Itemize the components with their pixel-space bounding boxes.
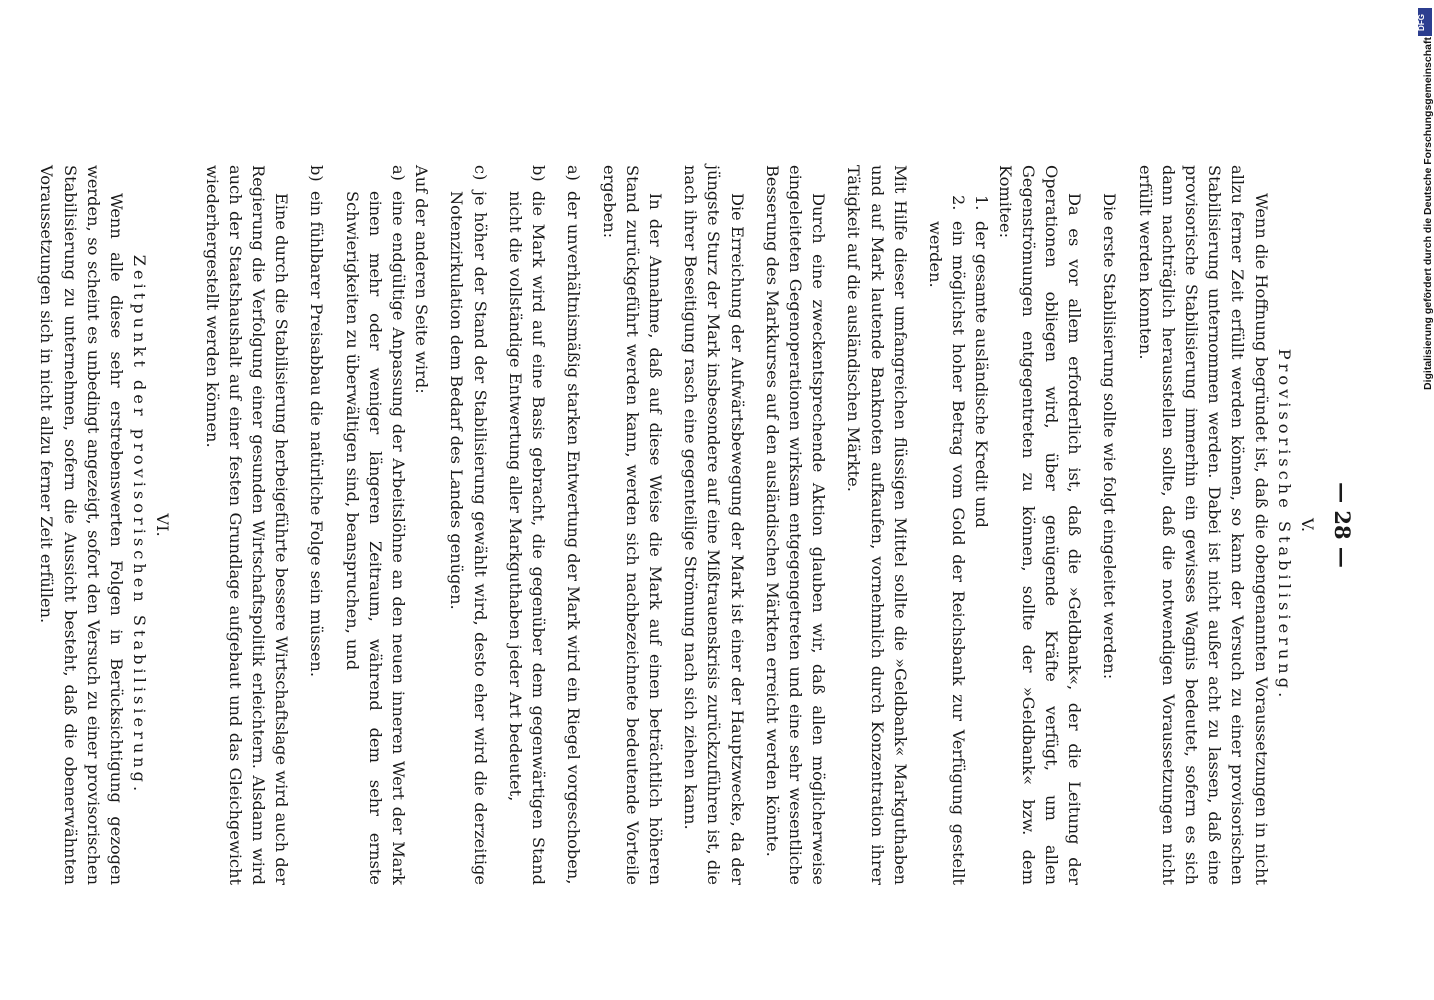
list-text: ein möglichst hoher Betrag vom Gold der Reichsbank zur Verfügung gestellt werden.: [925, 221, 969, 885]
page-number: — 28 —: [1330, 482, 1355, 568]
dfg-logo-text: DFG: [1416, 14, 1426, 31]
list-label: b): [529, 165, 549, 182]
dfg-logo: [1418, 8, 1432, 36]
list-item: [924, 165, 970, 885]
section-numeral-vi: VI.: [153, 513, 173, 537]
list-item: [504, 165, 550, 885]
paragraph: Wenn die Hoffnung begründet ist, daß die obengenannten Voraussetzungen in nicht allzu ferner Zeit erfüllt werden können, so kann der Versuch zu einer provisorischen Stabilisierung unternommen werden. Dabei ist nicht außer acht zu lassen, daß eine provisorische Stabilisierung immerhin ein gewisses Wagnis bedeutet, sofern es sich dann nachträglich herausstellen sollte, daß die notwendigen Voraussetzungen nicht erfüllt werden konnten.: [1135, 165, 1271, 885]
list-text: der unverhältnismäßig starken Entwertung der Mark wird ein Riegel vorgeschoben,: [564, 191, 584, 885]
list-label: b): [307, 165, 327, 182]
list-text: ein fühlbarer Preisabbau die natürliche Folge sein müssen.: [307, 191, 327, 677]
section-title-v: Provisorische Stabilisierung.: [1274, 348, 1294, 702]
paragraph: Die Erreichung der Aufwärtsbewegung der Mark ist einer der Hauptzwecke, da der jüngste Sturz der Mark insbesondere auf eine Mißtrauenskrisis zurückzuführen ist, die nach ihrer Beseitigung rasch eine gegenteilige Strömung nach sich ziehen kann.: [681, 165, 747, 885]
list-item: [562, 165, 585, 885]
list-text: die Mark wird auf eine Basis gebracht, die gegenüber dem gegenwärtigen Stand nicht die vollständige Entwertung aller Markguthaben jeder Art bedeutet,: [505, 191, 549, 885]
list-item: [970, 165, 993, 885]
paragraph: Durch eine zweckentsprechende Aktion glauben wir, daß allen möglicherweise eingeleiteten Gegenoperationen wirksam entgegengetreten und eine sehr wesentliche Besserung des Markkurses auf den ausländischen Märkten erreicht werden könnte.: [762, 165, 829, 885]
document-page: [37, 165, 1355, 885]
paragraph: Wenn alle diese sehr erstrebenswerten Folgen in Berücksichtigung gezogen werden, so scheint es unbedingt angezeigt, sofort den Versuch zu einer provisorischen Stabilisierung zu unternehmen, sofern die Aussicht besteht, daß die obenerwähnten Voraussetzungen sich in nicht allzu ferner Zeit erfüllen.: [37, 165, 127, 885]
paragraph: Mit Hilfe dieser umfangreichen flüssigen Mittel sollte die »Geldbank« Markguthaben und auf Mark lautende Banknoten aufkaufen, vornehmlich durch Konzentration ihrer Tätigkeit auf die ausländischen Märkte.: [844, 165, 910, 885]
list-text: der gesamte ausländische Kredit und: [972, 221, 992, 528]
list-label: 2.: [949, 195, 969, 211]
section-numeral-v: V.: [1298, 517, 1317, 532]
list-label: a): [564, 165, 584, 181]
list-item: [305, 165, 328, 885]
digitization-notice: Digitalisierung gefördert durch die Deutsche Forschungsgemeinschaft: [1422, 37, 1434, 390]
section-title-vi: Zeitpunkt der provisorischen Stabilisierung.: [130, 254, 150, 796]
list-text: je höher der Stand der Stabilisierung gewählt wird, desto eher wird die derzeitige Notenzirkulation dem Bedarf des Landes genügen.: [447, 191, 490, 885]
list-item: [340, 165, 410, 885]
list-item: [445, 165, 491, 885]
paragraph: Da es vor allem erforderlich ist, daß die »Geldbank«, der die Leitung der Operationen obliegen wird, über genügende Kräfte verfügt, um allen Gegenströmungen entgegentreten zu können, sollte der »Geldbank« bzw. dem Komitee:: [995, 165, 1085, 885]
paragraph: Auf der anderen Seite wird:: [412, 165, 432, 394]
paragraph: Die erste Stabilisierung sollte wie folgt eingeleitet werden:: [1100, 193, 1120, 680]
list-text: eine endgültige Anpassung der Arbeitslöhne an den neuen inneren Wert der Mark einen mehr oder weniger längeren Zeitraum, während dem sehr ernste Schwierigkeiten zu überwältigen sind, beanspruchen, und: [342, 191, 409, 885]
list-label: 1.: [972, 195, 992, 211]
paragraph: In der Annahme, daß auf diese Weise die Mark auf einen beträchtlich höheren Stand zurückgeführt werden kann, werden sich nachbezeichnete bedeutende Vorteile ergeben:: [599, 165, 665, 885]
list-label: c): [470, 165, 490, 181]
paragraph: Eine durch die Stabilisierung herbeigeführte bessere Wirtschaftslage wird auch der Regierung die Verfolgung einer gesunden Wirtschaftspolitik erleichtern. Alsdann wird auch der Staatshaushalt auf einer festen Grundlage aufgebaut und das Gleichgewicht wiederhergestellt werden können.: [202, 165, 292, 885]
list-label: a): [389, 165, 409, 181]
